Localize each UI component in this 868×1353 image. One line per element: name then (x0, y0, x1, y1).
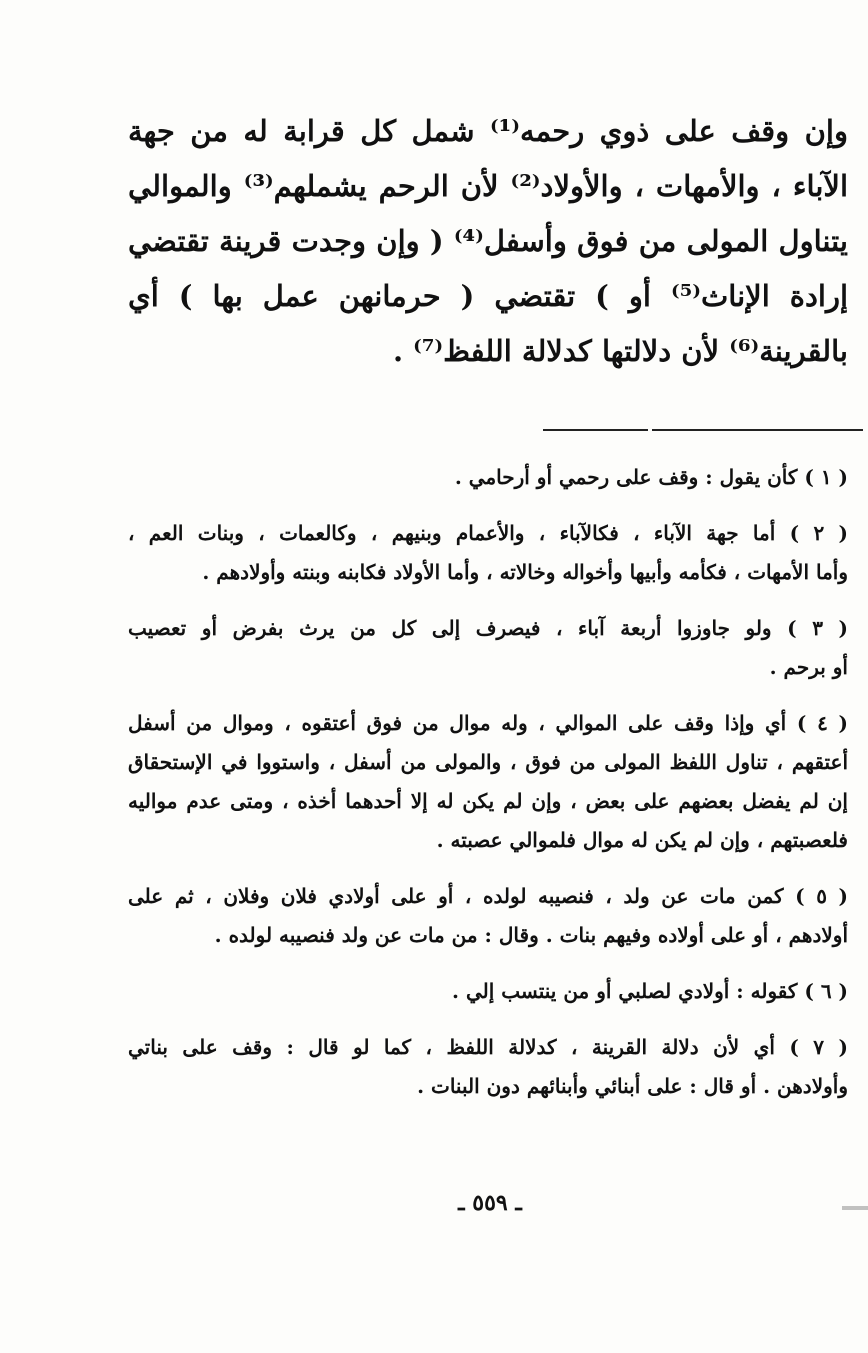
footnote-line: ( ٢ ) أما جهة الآباء ، فكالآباء ، والأعمام وبنيهم ، وكالعمات ، وبنات العم ، (128, 521, 848, 545)
footnote-1 (128, 458, 848, 497)
footnote-4 (128, 704, 848, 860)
footnote-line: أولادهم ، أو على أولاده وفيهم بنات . وقال : من مات عن ولد فنصيبه لولده . (214, 923, 848, 947)
footnote-line: وأما الأمهات ، فكأمه وأبيها وأخواله وخالاته ، وأما الأولاد فكابنه وبنته وأولادهم . (202, 560, 848, 584)
scan-mark (842, 1206, 868, 1210)
footnotes-section (128, 458, 848, 1123)
main-line: يتناول المولى من فوق وأسفل⁽⁴⁾ ( وإن وجدت قرينة تقتضي (128, 224, 848, 258)
main-paragraph (128, 104, 848, 379)
footnote-line: إن لم يفضل بعضهم على بعض ، وإن لم يكن له إلا أحدهما أخذه ، ومتى عدم مواليه (128, 789, 848, 813)
main-line: إرادة الإناث⁽⁵⁾ أو ) تقتضي ( حرمانهن عمل بها ) أي (128, 279, 849, 313)
footnote-line: ( ١ ) كأن يقول : وقف على رحمي أو أرحامي . (454, 465, 848, 489)
footnote-line: وأولادهن . أو قال : على أبنائي وأبنائهم دون البنات . (417, 1074, 848, 1098)
footnote-line: فلعصبتهم ، وإن لم يكن له موال فلموالي عصبته . (436, 828, 848, 852)
page-number: ـ ٥٥٩ ـ (458, 1190, 522, 1216)
footnote-7 (128, 1028, 848, 1106)
footnote-line: ( ٦ ) كقوله : أولادي لصلبي أو من ينتسب إلي . (452, 979, 848, 1003)
main-line: وإن وقف على ذوي رحمه⁽¹⁾ شمل كل قرابة له من جهة (128, 114, 848, 148)
footnote-line: ( ٧ ) أي لأن دلالة القرينة ، كدلالة اللفظ ، كما لو قال : وقف على بناتي (128, 1035, 848, 1059)
main-line: الآباء ، والأمهات ، والأولاد⁽²⁾ لأن الرحم يشملهم⁽³⁾ والموالي (128, 169, 848, 203)
footnote-line: أعتقهم ، تناول اللفظ المولى من فوق ، والمولى من أسفل ، واستووا في الإستحقاق (128, 750, 849, 774)
footnote-line: أو برحم . (769, 655, 848, 679)
footnote-6 (128, 972, 848, 1011)
divider-gap (648, 426, 652, 432)
footnote-2 (128, 514, 848, 592)
footnote-divider (543, 429, 863, 431)
footnote-line: ( ٣ ) ولو جاوزوا أربعة آباء ، فيصرف إلى كل من يرث بفرض أو تعصيب (128, 616, 848, 640)
main-line: بالقرينة⁽⁶⁾ لأن دلالتها كدلالة اللفظ⁽⁷⁾ . (392, 334, 848, 368)
footnote-line: ( ٥ ) كمن مات عن ولد ، فنصيبه لولده ، أو على أولادي فلان وفلان ، ثم على (128, 884, 848, 908)
footnote-3 (128, 609, 848, 687)
footnote-5 (128, 877, 848, 955)
footnote-line: ( ٤ ) أي وإذا وقف على الموالي ، وله موال من فوق أعتقوه ، وموال من أسفل (128, 711, 848, 735)
